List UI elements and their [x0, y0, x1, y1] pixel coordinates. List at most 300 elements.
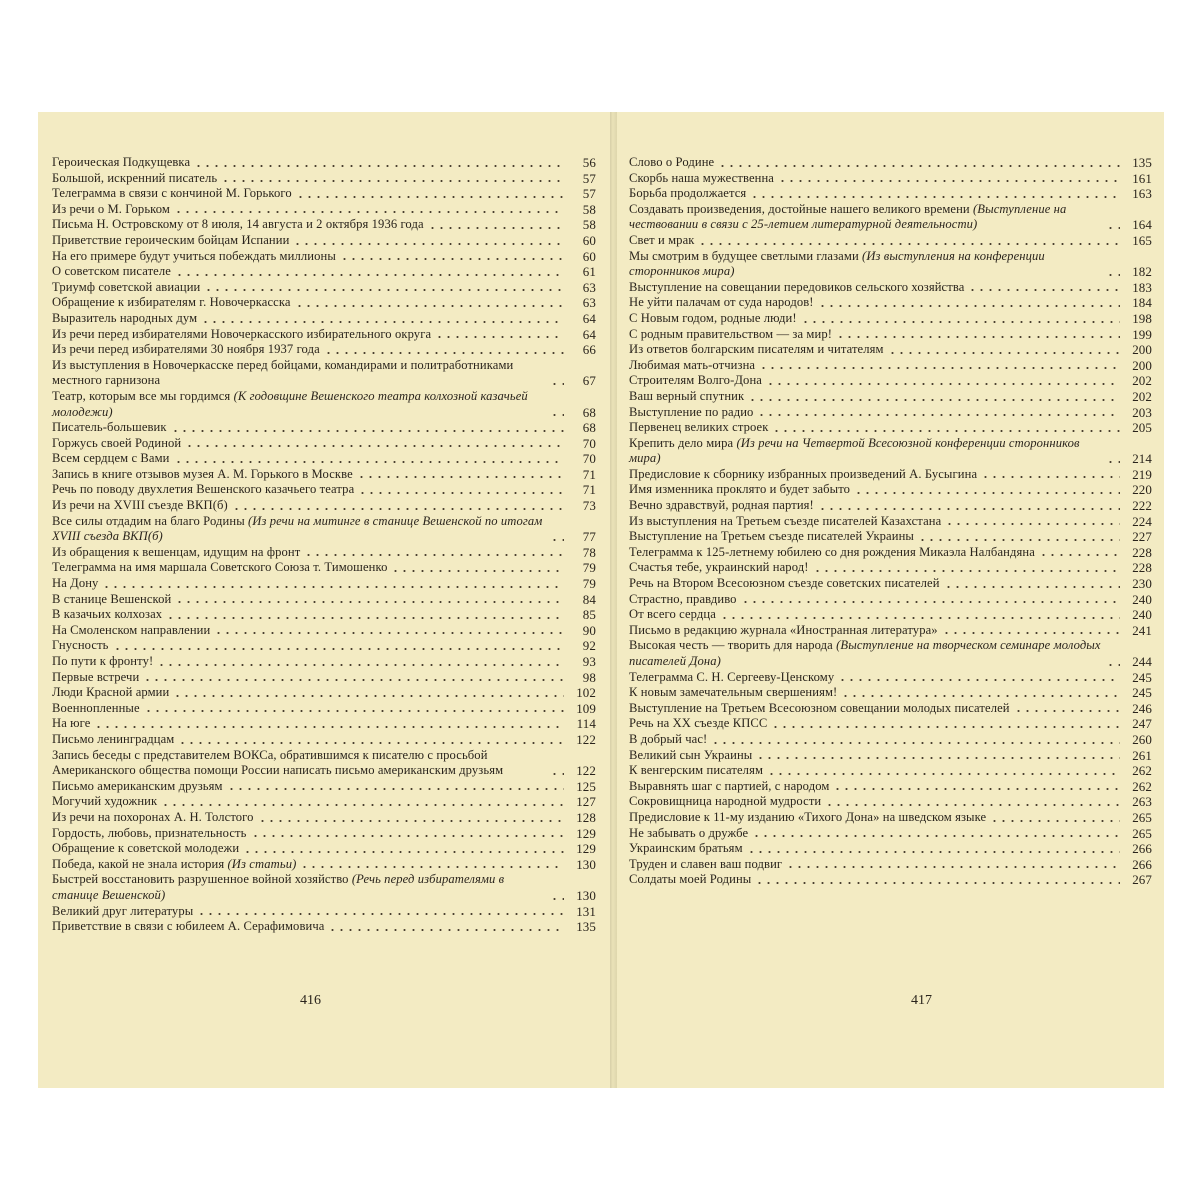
toc-page-number: 244 — [1132, 654, 1152, 669]
toc-page-number: 130 — [576, 887, 596, 903]
toc-entry-text: Великий друг литературы — [52, 903, 194, 918]
toc-entry-text: О советском писателе — [52, 264, 171, 279]
leader-dots — [1106, 654, 1120, 670]
toc-entry-title — [629, 826, 748, 842]
leader-dots — [550, 888, 564, 904]
toc-entry — [629, 514, 1152, 530]
toc-entry — [52, 389, 596, 420]
leader-dots — [755, 872, 1120, 888]
toc-entry — [629, 592, 1152, 608]
toc-entry — [52, 155, 596, 171]
toc-page-number: 224 — [1132, 513, 1152, 529]
leader-dots — [428, 217, 564, 233]
toc-entry-title — [52, 716, 90, 732]
toc-entry-title — [629, 529, 914, 545]
toc-page-number: 198 — [1132, 310, 1152, 326]
toc-entry-title — [629, 436, 1102, 467]
toc-entry-text: Борьба продолжается — [629, 186, 747, 201]
leader-dots — [550, 529, 564, 545]
toc-page-number: 245 — [1132, 685, 1152, 701]
toc-entry-title — [629, 810, 986, 826]
toc-entry-text: Выступление на Третьем съезде писателей Украины — [629, 529, 914, 544]
leader-dots — [166, 607, 564, 623]
toc-entry — [629, 826, 1152, 842]
toc-entry — [52, 233, 596, 249]
leader-dots — [818, 295, 1120, 311]
toc-entry-text: Военнопленные — [52, 700, 140, 715]
toc-page-number: 240 — [1132, 591, 1152, 607]
toc-entry-title — [52, 171, 217, 187]
toc-entry — [52, 576, 596, 592]
toc-entry-text: Речь на Втором Всесоюзном съезде советских писателей — [629, 576, 940, 591]
toc-entry-text: Телеграмма на имя маршала Советского Союза т. Тимошенко — [52, 560, 388, 575]
toc-entry-text: Вечно здравствуй, родная партия! — [629, 498, 814, 513]
toc-page-number: 203 — [1132, 404, 1152, 420]
leader-dots — [841, 685, 1120, 701]
toc-entry — [52, 670, 596, 686]
leader-dots — [720, 607, 1120, 623]
toc-entry-text: Могучий художник — [52, 794, 158, 809]
toc-page-number: 164 — [1132, 217, 1152, 233]
toc-page-number: 77 — [582, 529, 596, 545]
toc-entry-title — [52, 826, 247, 842]
toc-entry-title — [52, 280, 200, 296]
leader-dots — [550, 763, 564, 779]
toc-entry — [629, 373, 1152, 389]
leader-dots — [981, 467, 1120, 483]
toc-page-number: 63 — [582, 295, 596, 311]
toc-entry-title — [629, 186, 746, 202]
toc-entry — [52, 171, 596, 187]
toc-entry — [629, 576, 1152, 592]
toc-entry-title — [629, 233, 694, 249]
toc-entry-text: Первенец великих строек — [629, 420, 769, 435]
leader-dots — [698, 233, 1120, 249]
toc-entry-title — [629, 701, 1010, 717]
toc-entry — [629, 280, 1152, 296]
toc-page-number: 135 — [1132, 155, 1152, 170]
toc-entry-text: Труден и славен ваш подвиг — [629, 856, 783, 871]
toc-entry-title — [52, 327, 431, 343]
toc-entry-subtitle: (Из статьи) — [227, 856, 297, 871]
toc-entry-title — [629, 482, 850, 498]
toc-entry-title — [52, 638, 109, 654]
toc-entry-text: Гнусность — [52, 638, 109, 653]
toc-entry-text: Телеграмма к 125-летнему юбилею со дня рождения Микаэла Налбандяна — [629, 544, 1035, 559]
toc-page-number: 92 — [582, 638, 596, 654]
toc-page-number: 68 — [582, 420, 596, 436]
toc-entry — [629, 607, 1152, 623]
toc-entry-text: Из речи на XVIII съезде ВКП(б) — [52, 498, 228, 513]
toc-entry-title — [629, 748, 752, 764]
toc-entry-text: Из выступления в Новочеркасске перед бойцами, командирами и политработниками местного гарнизона — [52, 357, 514, 388]
toc-entry-title — [629, 607, 716, 623]
toc-entry-text: Свет и мрак — [629, 232, 695, 247]
leader-dots — [435, 327, 564, 343]
right-page — [617, 112, 1164, 1088]
toc-page-number: 240 — [1132, 607, 1152, 623]
toc-entry-title — [52, 498, 228, 514]
toc-page-number: 64 — [582, 326, 596, 342]
toc-page-number: 90 — [582, 622, 596, 638]
toc-page-number: 70 — [582, 435, 596, 451]
toc-entry-title — [629, 592, 737, 608]
toc-entry — [52, 716, 596, 732]
toc-page-number: 130 — [576, 856, 596, 872]
toc-page-number: 56 — [582, 155, 596, 170]
leader-dots — [94, 716, 564, 732]
toc-entry-text: Украинским братьям — [629, 841, 743, 856]
toc-entry-text: Письмо ленинградцам — [52, 731, 175, 746]
toc-entry-title — [629, 202, 1102, 233]
toc-entry-subtitle: (Из выступления на конференции сторонников мира) — [629, 248, 1045, 279]
toc-list-right — [629, 155, 1152, 888]
toc-entry-title — [52, 389, 546, 420]
toc-entry — [629, 171, 1152, 187]
leader-dots — [944, 576, 1120, 592]
toc-entry — [629, 638, 1152, 669]
toc-page-number: 241 — [1132, 622, 1152, 638]
toc-entry — [52, 654, 596, 670]
toc-entry-text: Большой, искренний писатель — [52, 170, 218, 185]
toc-page-number: 61 — [582, 264, 596, 280]
toc-entry — [629, 560, 1152, 576]
toc-entry-title — [629, 794, 821, 810]
toc-entry-title — [52, 545, 300, 561]
toc-entry-text: Выступление на совещании передовиков сельского хозяйства — [629, 279, 965, 294]
leader-dots — [778, 171, 1120, 187]
toc-page-number: 200 — [1132, 357, 1152, 373]
toc-page-number: 109 — [576, 700, 596, 716]
toc-entry-text: Выступление по радио — [629, 404, 754, 419]
leader-dots — [185, 436, 564, 452]
toc-entry-title — [52, 560, 387, 576]
toc-entry — [629, 701, 1152, 717]
toc-entry-text: В добрый час! — [629, 731, 708, 746]
toc-page-number: 230 — [1132, 576, 1152, 592]
toc-entry-text: Письма Н. Островскому от 8 июля, 14 августа и 2 октября 1936 года — [52, 217, 424, 232]
leader-dots — [801, 311, 1120, 327]
toc-entry-title — [52, 701, 140, 717]
toc-entry-title — [52, 685, 169, 701]
leader-dots — [227, 779, 564, 795]
toc-entry-title — [52, 732, 174, 748]
toc-entry-title — [52, 155, 190, 171]
toc-page-number: 114 — [576, 716, 596, 732]
toc-entry — [52, 482, 596, 498]
toc-entry-title — [629, 498, 814, 514]
toc-entry-title — [629, 358, 755, 374]
book-spread — [38, 112, 1164, 1088]
page-number-left: 416 — [300, 993, 321, 1008]
toc-entry-title — [52, 748, 546, 779]
toc-entry-text: Из речи перед избирателями 30 ноября 1937 года — [52, 342, 320, 357]
toc-entry-text: Все силы отдадим на благо Родины — [52, 513, 245, 528]
leader-dots — [171, 420, 564, 436]
toc-entry-text: Всем сердцем с Вами — [52, 451, 170, 466]
leader-dots — [232, 498, 564, 514]
toc-entry-title — [52, 779, 223, 795]
toc-entry-text: Выступление на Третьем Всесоюзном совещании молодых писателей — [629, 700, 1010, 715]
toc-page-number: 64 — [582, 310, 596, 326]
toc-entry — [629, 872, 1152, 888]
toc-entry-text: Крепить дело мира — [629, 435, 734, 450]
toc-entry-text: На Смоленском направлении — [52, 622, 211, 637]
leader-dots — [825, 794, 1120, 810]
toc-entry-title — [629, 280, 964, 296]
toc-entry-text: В казачьих колхозах — [52, 607, 163, 622]
toc-entry-title — [629, 171, 774, 187]
toc-entry-title — [629, 560, 809, 576]
toc-entry-text: Приветствие героическим бойцам Испании — [52, 232, 290, 247]
toc-entry — [629, 857, 1152, 873]
toc-entry-title — [629, 514, 941, 530]
toc-entry-text: Из речи перед избирателями Новочеркасского избирательного округа — [52, 326, 432, 341]
leader-dots — [748, 389, 1120, 405]
toc-entry-text: Из речи о М. Горьком — [52, 201, 170, 216]
toc-entry — [629, 342, 1152, 358]
leader-dots — [143, 670, 564, 686]
toc-entry-title — [629, 405, 753, 421]
toc-entry — [52, 327, 596, 343]
leader-dots — [747, 841, 1120, 857]
toc-entry — [629, 186, 1152, 202]
toc-page-number: 58 — [582, 201, 596, 217]
toc-entry — [629, 311, 1152, 327]
toc-entry — [52, 685, 596, 701]
toc-entry-text: Горжусь своей Родиной — [52, 435, 182, 450]
toc-entry-text: По пути к фронту! — [52, 654, 154, 668]
toc-page-number: 68 — [582, 404, 596, 420]
toc-entry-text: Скорбь наша мужественна — [629, 170, 774, 185]
leader-dots — [300, 857, 564, 873]
toc-entry — [52, 311, 596, 327]
leader-dots — [767, 763, 1120, 779]
toc-page-number: 122 — [576, 731, 596, 747]
toc-entry-title — [52, 295, 291, 311]
toc-page-number: 60 — [582, 232, 596, 248]
leader-dots — [711, 732, 1120, 748]
toc-page-number: 219 — [1132, 466, 1152, 482]
leader-dots — [838, 670, 1120, 686]
toc-page-number: 102 — [576, 685, 596, 701]
toc-page-number: 57 — [582, 170, 596, 186]
toc-entry-title — [629, 389, 744, 405]
leader-dots — [304, 545, 564, 561]
toc-entry — [629, 794, 1152, 810]
toc-entry-text: Письмо американским друзьям — [52, 778, 223, 793]
toc-entry — [52, 779, 596, 795]
toc-entry — [52, 514, 596, 545]
toc-entry — [52, 436, 596, 452]
toc-entry — [629, 623, 1152, 639]
leader-dots — [197, 904, 564, 920]
toc-entry-title — [629, 779, 829, 795]
toc-entry-title — [629, 841, 743, 857]
toc-entry — [629, 389, 1152, 405]
leader-dots — [990, 810, 1120, 826]
toc-entry-title — [52, 857, 296, 873]
toc-entry — [52, 545, 596, 561]
toc-page-number: 63 — [582, 279, 596, 295]
toc-entry-text: Триумф советской авиации — [52, 279, 201, 294]
toc-entry — [52, 560, 596, 576]
toc-entry — [629, 436, 1152, 467]
toc-entry-title — [629, 732, 707, 748]
toc-page-number: 79 — [582, 576, 596, 592]
toc-entry-title — [52, 514, 546, 545]
toc-entry — [52, 451, 596, 467]
toc-entry-title — [52, 264, 171, 280]
toc-entry-text: Героическая Подкущевка — [52, 155, 191, 169]
leader-dots — [102, 576, 564, 592]
leader-dots — [157, 654, 564, 670]
leader-dots — [1106, 217, 1120, 233]
toc-page-number: 205 — [1132, 420, 1152, 436]
toc-entry-text: Запись в книге отзывов музея А. М. Горького в Москве — [52, 466, 353, 481]
toc-entry — [629, 420, 1152, 436]
toc-entry-title — [629, 373, 762, 389]
leader-dots — [324, 342, 564, 358]
toc-page-number: 228 — [1132, 544, 1152, 560]
toc-entry-text: Телеграмма С. Н. Сергееву-Ценскому — [629, 669, 835, 684]
toc-page-number: 227 — [1132, 529, 1152, 545]
toc-entry-text: Из обращения к вешенцам, идущим на фронт — [52, 544, 301, 559]
toc-page-number: 98 — [582, 669, 596, 685]
toc-page-number: 228 — [1132, 560, 1152, 576]
toc-entry-text: Строителям Волго-Дона — [629, 373, 762, 388]
leader-dots — [918, 529, 1120, 545]
toc-entry-text: Запись беседы с представителем ВОКСа, обратившимся к писателю с просьбой Американского общества помощи России написать письмо американским друзьям — [52, 747, 504, 778]
toc-entry — [52, 607, 596, 623]
toc-entry — [52, 748, 596, 779]
toc-entry — [629, 716, 1152, 732]
toc-page-number: 265 — [1132, 825, 1152, 841]
toc-page-number: 127 — [576, 794, 596, 810]
toc-entry-title — [52, 810, 254, 826]
toc-entry — [52, 249, 596, 265]
toc-entry-text: Из речи на похоронах А. Н. Толстого — [52, 809, 254, 824]
toc-entry-text: Люди Красной армии — [52, 685, 170, 700]
toc-entry — [629, 748, 1152, 764]
toc-entry-subtitle: (Выступление на творческом семинаре молодых писателей Дона) — [629, 638, 1101, 668]
toc-entry-text: Быстрей восстановить разрушенное войной хозяйство — [52, 872, 349, 887]
toc-entry-text: Писатель-большевик — [52, 420, 167, 435]
toc-entry — [52, 358, 596, 389]
leader-dots — [161, 794, 564, 810]
toc-entry — [629, 685, 1152, 701]
toc-entry-text: На Дону — [52, 576, 99, 591]
toc-entry — [629, 405, 1152, 421]
toc-entry-text: Театр, которым все мы гордимся — [52, 388, 231, 403]
toc-entry-text: Предисловие к 11-му изданию «Тихого Дона» на шведском языке — [629, 809, 987, 824]
toc-entry-text: Письмо в редакцию журнала «Иностранная литература» — [629, 622, 938, 637]
toc-entry-title — [629, 716, 767, 732]
toc-entry-title — [629, 638, 1102, 669]
leader-dots — [251, 826, 565, 842]
toc-entry-title — [629, 155, 714, 171]
book-gutter — [610, 112, 617, 1088]
toc-entry — [52, 904, 596, 920]
toc-entry-text: С Новым годом, родные люди! — [629, 310, 797, 325]
toc-entry-text: Первые встречи — [52, 669, 140, 684]
leader-dots — [718, 155, 1120, 171]
toc-entry-text: Предисловие к сборнику избранных произведений А. Бусыгина — [629, 466, 978, 481]
leader-dots — [175, 592, 564, 608]
toc-page-number: 266 — [1132, 841, 1152, 857]
page-number-right: 417 — [911, 993, 932, 1008]
toc-entry-text: Счастья тебе, украинский народ! — [629, 560, 809, 575]
leader-dots — [144, 701, 564, 717]
toc-entry — [629, 732, 1152, 748]
toc-entry — [52, 592, 596, 608]
toc-entry-text: Гордость, любовь, признательность — [52, 825, 247, 840]
toc-entry — [52, 623, 596, 639]
toc-entry-text: Речь по поводу двухлетия Вешенского казачьего театра — [52, 482, 355, 497]
toc-page-number: 220 — [1132, 482, 1152, 498]
leader-dots — [756, 748, 1120, 764]
toc-entry-title — [52, 420, 167, 436]
toc-page-number: 129 — [576, 841, 596, 857]
leader-dots — [214, 623, 564, 639]
toc-entry — [629, 327, 1152, 343]
toc-page-number: 84 — [582, 591, 596, 607]
toc-entry-subtitle: (К годовщине Вешенского театра колхозной казачьей молодежи) — [52, 388, 528, 419]
toc-page-number: 247 — [1132, 716, 1152, 732]
toc-entry-text: С родным правительством — за мир! — [629, 326, 833, 341]
toc-entry-title — [52, 623, 210, 639]
toc-entry — [629, 810, 1152, 826]
toc-entry-title — [629, 576, 940, 592]
toc-entry-title — [629, 545, 1035, 561]
toc-page-number: 57 — [582, 186, 596, 202]
leader-dots — [550, 373, 564, 389]
leader-dots — [1039, 545, 1120, 561]
toc-page-number: 165 — [1132, 232, 1152, 248]
leader-dots — [854, 482, 1120, 498]
leader-dots — [771, 716, 1120, 732]
toc-entry-title — [629, 467, 977, 483]
toc-entry-text: Великий сын Украины — [629, 747, 753, 762]
toc-list-left — [52, 155, 596, 935]
leader-dots — [173, 685, 564, 701]
toc-entry — [52, 810, 596, 826]
toc-entry — [629, 249, 1152, 280]
toc-entry-title — [52, 592, 171, 608]
toc-entry-title — [629, 763, 763, 779]
toc-entry-title — [52, 841, 239, 857]
toc-entry — [629, 295, 1152, 311]
toc-entry-title — [629, 295, 814, 311]
toc-page-number: 260 — [1132, 731, 1152, 747]
leader-dots — [759, 358, 1120, 374]
toc-entry-title — [629, 249, 1102, 280]
toc-entry-text: Не забывать о дружбе — [629, 825, 749, 840]
leader-dots — [1014, 701, 1120, 717]
toc-entry-title — [629, 623, 938, 639]
toc-page-number: 85 — [582, 607, 596, 623]
toc-page-number: 263 — [1132, 794, 1152, 810]
toc-page-number: 265 — [1132, 809, 1152, 825]
leader-dots — [772, 420, 1120, 436]
toc-entry-text: Любимая мать-отчизна — [629, 357, 756, 372]
toc-entry — [629, 841, 1152, 857]
leader-dots — [221, 171, 564, 187]
toc-entry — [52, 857, 596, 873]
toc-entry — [52, 342, 596, 358]
toc-page-number: 161 — [1132, 170, 1152, 186]
leader-dots — [328, 919, 564, 935]
